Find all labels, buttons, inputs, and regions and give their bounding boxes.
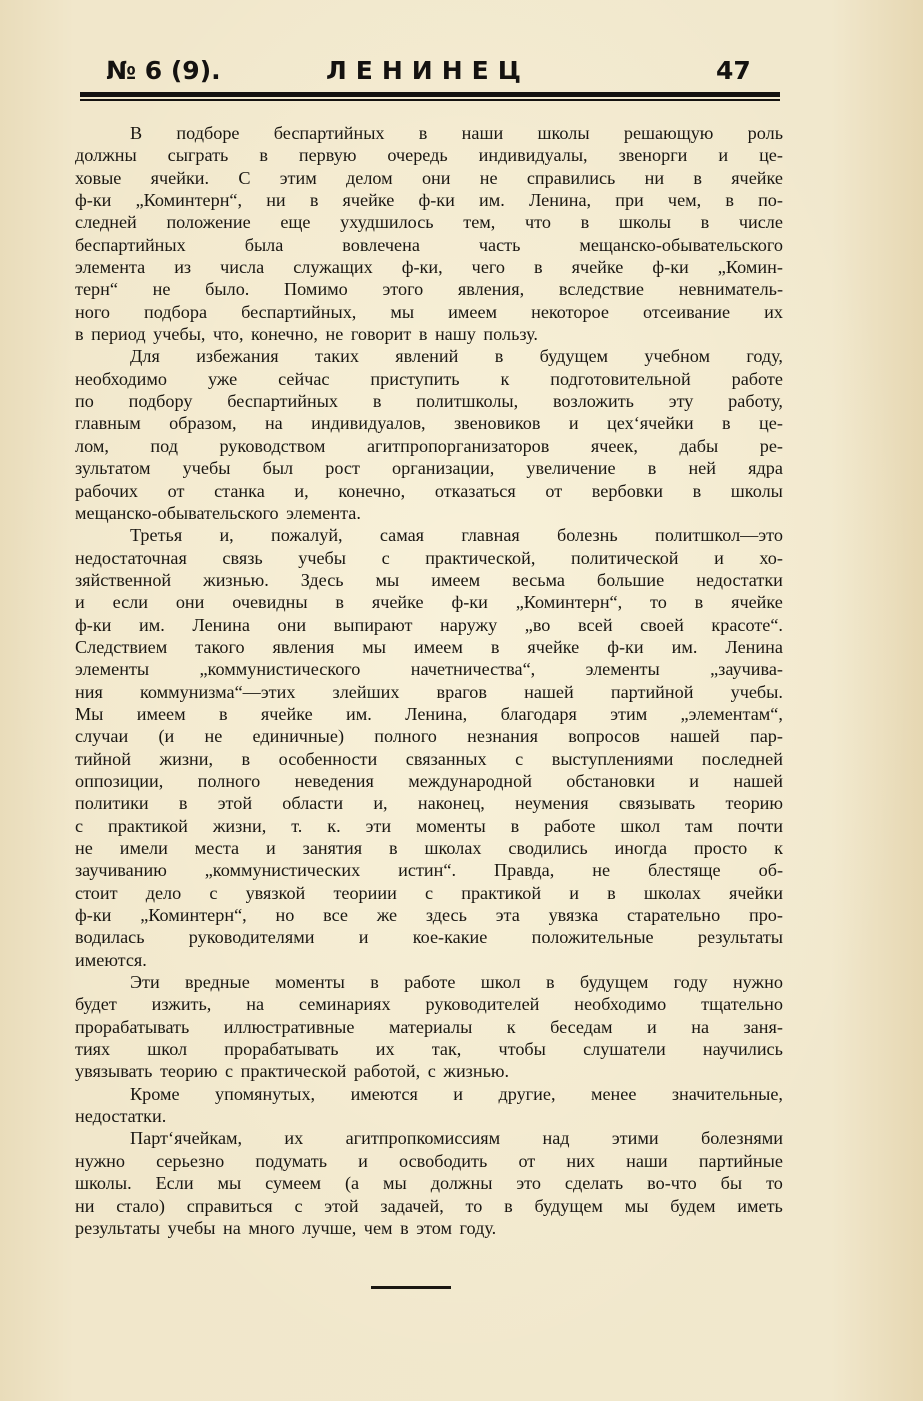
article-line: рабочих от станка и, конечно, отказаться от вербовки в школы — [75, 480, 783, 501]
article-line: политики в этой области и, наконец, неумения связывать теорию — [75, 793, 783, 814]
header-rule-thin — [80, 99, 780, 101]
article-line: ф-ки им. Ленина они выпирают наружу „во всей своей красоте“. — [75, 614, 783, 635]
article-line: ния коммунизма“—этих злейших врагов нашей партийной учебы. — [75, 681, 783, 702]
article-line: главным образом, на индивидуалов, звеновиков и цех‘ячейки в це- — [75, 413, 783, 434]
article-line: зяйственной жизнью. Здесь мы имеем весьма большие недостатки — [75, 569, 783, 590]
article-body — [75, 122, 783, 1239]
article-line: по подбору беспартийных в политшколы, возложить эту работу, — [75, 391, 783, 412]
issue-number: № 6 (9). — [106, 56, 221, 85]
article-line: стоит дело с увязкой теориии с практикой и в школах ячейки — [75, 882, 783, 903]
article-line: Парт‘ячейкам, их агитпропкомиссиям над этими болезнями — [130, 1128, 783, 1149]
article-line: не имели места и занятия в школах сводились иногда просто к — [75, 838, 783, 858]
article-line: недостаточная связь учебы с практической, политической и хо- — [75, 547, 783, 568]
article-line: Кроме упомянутых, имеются и другие, менее значительные, — [130, 1083, 783, 1104]
newspaper-title: ЛЕНИНЕЦ — [326, 56, 530, 85]
article-line: Эти вредные моменты в работе школ в будущем году нужно — [130, 972, 783, 993]
article-line: и если они очевидны в ячейке ф-ки „Коминтерн“, то в ячейке — [75, 592, 783, 613]
article-line: тиях школ прорабатывать их так, чтобы слушатели научились — [75, 1039, 783, 1060]
article-line: прорабатывать иллюстративные материалы к беседам и на заня- — [75, 1016, 783, 1037]
article-line: элементы „коммунистического начетничества“, элементы „заучива- — [75, 659, 783, 680]
article-line: водилась руководителями и кое-какие положительные результаты — [75, 927, 783, 948]
article-line: ного подбора беспартийных, мы имеем некоторое отсеивание их — [75, 301, 783, 322]
article-line: В подборе беспартийных в наши школы решающую роль — [130, 123, 783, 143]
article-line: ни стало) справиться с этой задачей, то в будущем мы будем иметь — [75, 1195, 783, 1216]
article-line: необходимо уже сейчас приступить к подготовительной работе — [75, 368, 783, 389]
article-line: результаты учебы на много лучше, чем в этом году. — [75, 1217, 497, 1238]
article-line: ф-ки „Коминтерн“, ни в ячейке ф-ки им. Ленина, при чем, в по- — [75, 190, 783, 211]
article-line: терн“ не было. Помимо этого явления, вследствие невниматель- — [75, 279, 783, 300]
article-line: Третья и, пожалуй, самая главная болезнь политшкол—это — [130, 525, 783, 546]
article-line: ховые ячейки. С этим делом они не справились ни в ячейке — [75, 167, 783, 188]
article-line: нужно серьезно подумать и освободить от них наши партийные — [75, 1150, 783, 1171]
article-line: имеются. — [75, 949, 147, 970]
article-line: должны сыграть в первую очередь индивидуалы, звенорги и це- — [75, 145, 783, 166]
page-number: 47 — [716, 56, 751, 85]
article-line: случаи (и не единичные) полного незнания вопросов нашей пар- — [75, 726, 783, 747]
article-line: Мы имеем в ячейке им. Ленина, благодаря этим „элементам“, — [75, 703, 783, 724]
article-line: тийной жизни, в особенности связанных с выступлениями последней — [75, 748, 783, 769]
article-line: мещанско-обывательского элемента. — [75, 502, 361, 523]
article-line: школы. Если мы сумеем (а мы должны это сделать во-что бы то — [75, 1173, 783, 1194]
article-line: в период учебы, что, конечно, не говорит в нашу пользу. — [75, 324, 538, 345]
article-line: лом, под руководством агитпропорганизаторов ячеек, дабы ре- — [75, 435, 783, 456]
header-rule — [80, 92, 780, 97]
article-line: будет изжить, на семинариях руководителей необходимо тщательно — [75, 994, 783, 1015]
article-line: беспартийных была вовлечена часть мещанско-обывательского — [75, 234, 783, 255]
article-line: ф-ки „Коминтерн“, но все же здесь эта увязка старательно про- — [75, 905, 783, 926]
masthead — [82, 52, 782, 96]
article-line: Для избежания таких явлений в будущем учебном году, — [130, 346, 783, 367]
article-line: зультатом учебы был рост организации, увеличение в ней ядра — [75, 458, 783, 479]
article-line: заучиванию „коммунистических истин“. Правда, не блестяще об- — [75, 860, 783, 881]
article-line: Следствием такого явления мы имеем в ячейке ф-ки им. Ленина — [75, 636, 783, 657]
article-line: оппозиции, полного неведения международной обстановки и нашей — [75, 770, 783, 791]
article-end-rule — [371, 1286, 451, 1289]
article-line: увязывать теорию с практической работой, с жизнью. — [75, 1061, 510, 1082]
article-line: недостатки. — [75, 1106, 167, 1127]
article-line: с практикой жизни, т. к. эти моменты в работе школ там почти — [75, 815, 783, 836]
article-line: следней положение еще ухудшилось тем, что в школы в числе — [75, 212, 783, 233]
article-line: элемента из числа служащих ф-ки, чего в ячейке ф-ки „Комин- — [75, 257, 783, 278]
